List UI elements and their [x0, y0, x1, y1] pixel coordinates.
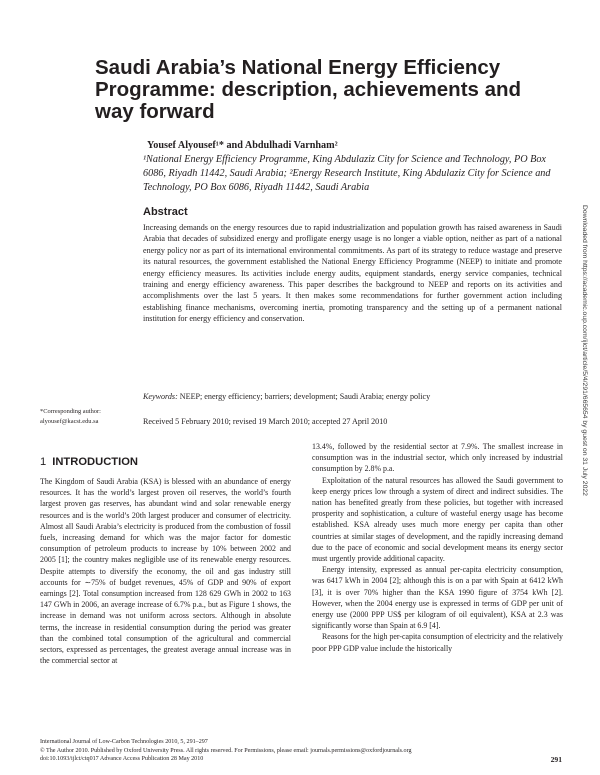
paragraph: 13.4%, followed by the residential sector at 7.9%. The smallest increase in consumption was in the industrial sector, which only increased by industrial consumption by 2.8% p.a. [312, 442, 563, 474]
column-left [40, 476, 291, 666]
keywords-text: NEEP; energy efficiency; barriers; development; Saudi Arabia; energy policy [177, 392, 431, 401]
abstract-text: Increasing demands on the energy resources due to rapid industrialization and population growth has raised awareness in Saudi Arabia that decades of subsidized energy and profligate energy usage is no longer a viable option, neither as part of a national energy policy nor as part of its international environmental commitments. As part of its strategy to reduce wastage and preserve its natural resources, the government established the National Energy Efficiency Programme (NEEP) to initiate and promote energy efficiency measures. Its activities include energy audits, equipment standards, energy service companies, technical training and energy efficiency awareness. This paper describes the background to NEEP and reports on its activities and accomplishments over the last 5 years. It then makes some recommendations for further government action including establishing finance mechanisms, overcoming inertia, promoting transparency and the setting up of a permanent national institution for energy efficiency and conservation. [143, 223, 562, 324]
corresponding-label: *Corresponding author: [40, 408, 101, 415]
keywords-label: Keywords: [143, 392, 178, 401]
abstract-heading: Abstract [143, 206, 188, 218]
footer-journal: International Journal of Low-Carbon Technologies 2010, 5, 291–297 [40, 739, 208, 745]
section-title: INTRODUCTION [52, 456, 138, 468]
page-number: 291 [550, 755, 562, 764]
paragraph: Energy intensity, expressed as annual per-capita electricity consumption, was 6417 kWh in 2004 [2]; although this is on a par with Spain at 6412 kWh [3], it is over 70% higher than the KSA 1990 figure of 3754 kWh [2]. However, when the 2004 energy use is expressed in terms of GDP per unit of energy use (2000 PPP US$ per kilogram of oil equivalent), KSA at 2.3 was significantly worse than Spain at 6.9 [4]. [312, 565, 563, 631]
paragraph: Reasons for the high per-capita consumption of electricity and the relatively poor PPP GDP value include the historically [312, 632, 563, 653]
journal-footer [40, 738, 562, 764]
affiliations: ¹National Energy Efficiency Programme, King Abdulaziz City for Science and Technology, PO Box 6086, Riyadh 11442, Saudi Arabia; ²Energy Research Institute, King Abdulaziz City for Science and Technology, PO Box 6086, Riyadh 11442, Saudi Arabia [143, 154, 551, 193]
author-list: Yousef Alyousef¹* and Abdulhadi Varnham² [147, 140, 338, 151]
corresponding-email[interactable]: alyousef@kacst.edu.sa [40, 417, 99, 425]
column-right [312, 441, 563, 654]
paragraph: The Kingdom of Saudi Arabia (KSA) is blessed with an abundance of energy resources. It has the world’s largest proven oil reserves, the world’s fourth largest proven gas reserves, has abundant wind and solar renewable energy resources and is the world’s 20th largest producer and consumer of electricity. Almost all Saudi Arabia’s electricity is produced from the combustion of fossil fuels, increasing demand for which was the major factor for domestic consumption of petroleum products to increase by 10% between 2002 and 2005 [1]; the country makes negligible use of its renewable energy resources. Despite attempts to diversify the economy, the oil and gas industry still accounts for ∼75% of budget revenues, 45% of GDP and 90% of export earnings [2]. Total consumption increased from 128 629 GWh in 2002 to 163 147 GWh in 2006, an average increase of 6.7% p.a., but as Figure 1 shows, the increase in demand was not uniform across sectors. Although in absolute terms, the increase in residential consumption during the period was greater than the combined total consumption of the agricultural and commercial sectors, expressed as percentages, the greatest average annual increase was in the commercial sector at [40, 477, 291, 666]
corresponding-author [40, 407, 140, 426]
received-dates: Received 5 February 2010; revised 19 March 2010; accepted 27 April 2010 [143, 417, 388, 426]
footer-copyright: © The Author 2010. Published by Oxford University Press. All rights reserved. For Permissions, please email: journals.permissions@oxfordjournals.org [40, 747, 412, 754]
download-side-note: Downloaded from https://academic.oup.com/ijlct/article/5/4/291/665654 by guest on 31 July 2022 [581, 205, 588, 496]
section-heading [40, 456, 138, 468]
footer-doi: doi:10.1093/ijlct/ctq017 Advance Access Publication 28 May 2010 [40, 756, 204, 763]
paragraph: Exploitation of the natural resources has allowed the Saudi government to keep energy prices low through a system of direct and indirect subsidies. The nation has benefited greatly from these policies, but together with increased prosperity and sophistication, a culture of wasteful energy usage has become established. KSA already uses much more energy per capita than other countries at similar stages of development, and the rapidly increasing demand due to the pace of economic and social development means its energy sector must urgently provide additional capacity. [312, 475, 563, 564]
section-number: 1 [40, 456, 47, 468]
article-title: Saudi Arabia’s National Energy Efficiency Programme: description, achievements and way forward [95, 56, 522, 123]
keywords [143, 392, 563, 401]
